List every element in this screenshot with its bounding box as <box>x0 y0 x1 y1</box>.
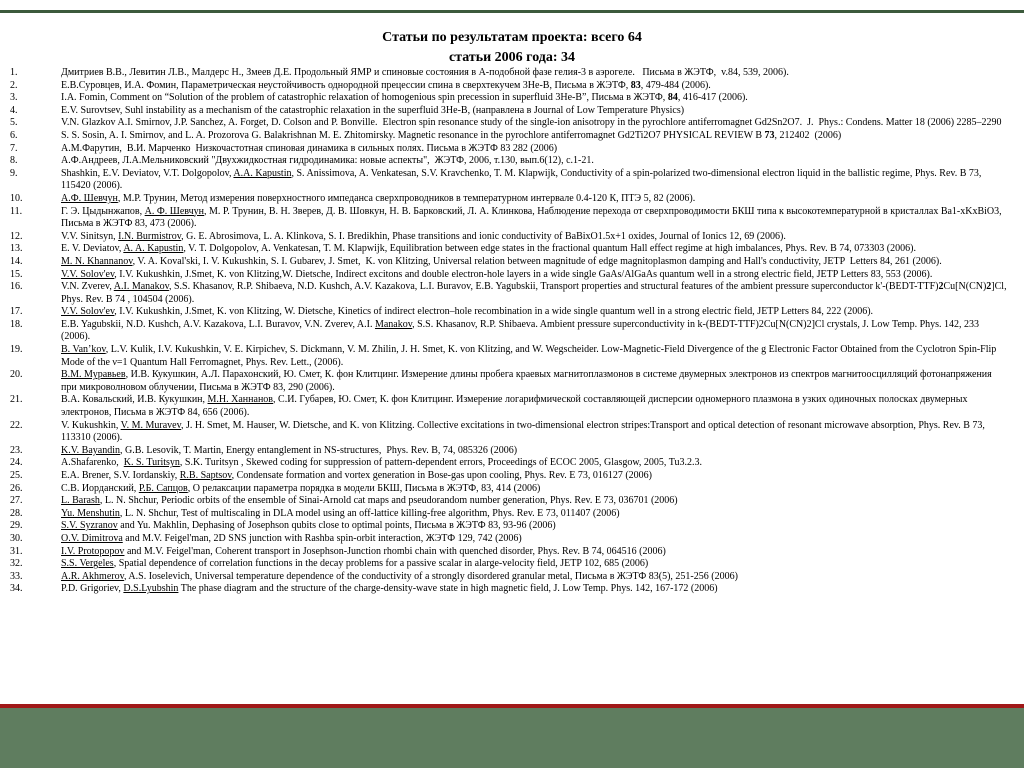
item-number: 27. <box>10 495 23 507</box>
item-citation <box>61 92 1009 105</box>
author-name: В.М. Муравьев <box>61 369 126 381</box>
citation-text: ]Cl, Phys. Rev. B 74 , 104504 (2006). <box>61 281 1010 305</box>
author-name: М.Н. Ханнанов <box>207 394 274 406</box>
citation-text: , I.V. Kukushkin, J.Smet, K. von Klitzing,W. Dietsche, Indirect excitons and double electron-hole layers in a wide single GaAs/AlGaAs quantum well in a strong electric field, JETP Letters 83, 553 (2006). <box>114 268 933 280</box>
list-item <box>0 546 1024 559</box>
author-name: V.V. Solov'ev <box>61 268 115 280</box>
item-number: 10. <box>10 192 23 204</box>
item-number: 14. <box>10 255 23 267</box>
citation-text: А.М.Фарутин, В.И. Марченко Низкочастотная спиновая динамика в сильных полях. Письма в ЖЭТФ 83 282 (2006) <box>61 142 558 154</box>
page-title <box>0 28 1024 68</box>
item-citation <box>61 168 1009 193</box>
citation-text: , 416-417 (2006). <box>677 92 748 104</box>
item-number: 30. <box>10 532 23 544</box>
author-name: K.V. Bayandin <box>61 444 120 456</box>
author-name: R.B. Saptsov <box>179 470 232 481</box>
author-name: I.V. Protopopov <box>61 545 125 557</box>
item-number: 3. <box>10 92 18 104</box>
citation-text: , A.S. Ioselevich, Universal temperature dependence of the conductivity of a strongly disordered granular metal, Письма в ЖЭТФ 83(5), 251-256 (2006) <box>123 570 738 582</box>
citation-text: S. S. Sosin, A. I. Smirnov, and L. A. Prozorova G. Balakrishnan M. E. Zhitomirsky. Magnetic resonance in the pyrochlore antiferromagnet Gd2Ti2O7 PHYSICAL REVIEW B <box>61 129 765 141</box>
item-citation <box>61 231 1009 244</box>
citation-text: and M.V. Feigel'man, 2D SNS junction with Rashba spin-orbit interaction, ЖЭТФ 129, 742 (2006) <box>122 532 522 544</box>
citation-text: , Spatial dependence of correlation functions in the decay problems for a passive scalar in alarge-velocity field, JETP 102, 685 (2006) <box>113 558 649 570</box>
author-name: S.V. Syzranov <box>61 520 118 532</box>
author-name: А. Ф. Шевчун <box>144 205 205 217</box>
citation-text: , О релаксации параметра порядка в модели БКШ, Письма в ЖЭТФ, 83, 414 (2006) <box>187 482 541 494</box>
item-citation <box>61 319 1009 344</box>
citation-text: Е.В.Суровцев, И.А. Фомин, Параметрическая неустойчивость однородной прецессии спина в сверхтекучем 3He-B, Письма в ЖЭТФ, <box>61 79 631 91</box>
item-citation <box>61 495 1009 508</box>
citation-text: E. V. Deviatov, <box>61 243 124 255</box>
list-item <box>0 483 1024 496</box>
list-item <box>0 344 1024 369</box>
author-name: M. N. Khannanov <box>61 255 133 267</box>
citation-text: V.N. Glazkov A.I. Smirnov, J.P. Sanchez, A. Forget, D. Colson and P. Bonville. Electron spin resonance study of the single-ion anisotropy in the pyrochlore antiferromagnet Gd2Sn2O7. J. Phys.: Condens. Matter 18 (2006) 2285–2290 <box>61 117 1002 129</box>
item-number: 23. <box>10 444 23 456</box>
author-name: A.R. Akhmerov <box>61 570 124 582</box>
item-citation <box>61 206 1009 231</box>
item-citation <box>61 243 1009 256</box>
citation-text: , И.В. Кукушкин, А.Л. Парахонский, Ю. Смет, К. фон Клитцинг. Измерение длины пробега краевых магнитоплазмонов в системе двумерных электронов из спектров магнитоосцилляций фотонапряжения при микроволновом облучении, Письма в ЖЭТФ 83, 290 (2006). <box>61 369 995 393</box>
item-number: 26. <box>10 482 23 494</box>
list-item <box>0 533 1024 546</box>
title-line-1: Статьи по результатам проекта: всего 64 <box>382 30 642 45</box>
item-number: 13. <box>10 243 23 255</box>
list-item <box>0 269 1024 282</box>
item-number: 6. <box>10 129 18 141</box>
list-item <box>0 155 1024 168</box>
list-item <box>0 206 1024 231</box>
title-line-2: статьи 2006 года: 34 <box>448 50 576 65</box>
item-number: 1. <box>10 67 18 78</box>
item-number: 21. <box>10 394 23 406</box>
author-name: V.V. Solov'ev <box>61 306 115 318</box>
list-item <box>0 256 1024 269</box>
volume-number: 73 <box>764 129 775 141</box>
item-citation <box>61 105 1009 118</box>
citation-text: А.Ф.Андреев, Л.А.Мельниковский "Двухжидкостная гидродинамика: новые аспекты", ЖЭТФ, 2006, т.130, вып.6(12), с.1-21. <box>61 155 594 167</box>
item-number: 25. <box>10 470 23 481</box>
item-citation <box>61 344 1009 369</box>
list-item <box>0 105 1024 118</box>
citation-text: E.A. Brener, S.V. Iordanskiy, <box>61 470 180 481</box>
volume-number: 2 <box>938 281 944 293</box>
citation-text: The phase diagram and the structure of the charge-density-wave state in high magnetic field, J. Low Temp. Phys. 142, 167-172 (2006) <box>178 583 718 595</box>
item-citation <box>61 67 1009 80</box>
list-item <box>0 281 1024 306</box>
author-name: S.S. Vergeles <box>61 558 114 570</box>
list-item <box>0 457 1024 470</box>
author-name: Manakov <box>374 318 413 330</box>
list-item <box>0 583 1024 596</box>
item-citation <box>61 483 1009 496</box>
item-citation <box>61 520 1009 533</box>
item-citation <box>61 420 1009 445</box>
author-name: V. M. Muravev <box>120 419 181 431</box>
list-item <box>0 558 1024 571</box>
citation-text: , V. A. Koval'ski, I. V. Kukushkin, S. I. Gubarev, J. Smet, K. von Klitzing, Universal relation between magnitude of edge magnitoplasmon damping and Hall's conductivity, JETP Letters 84, 261 (2006). <box>132 255 942 267</box>
item-citation <box>61 571 1009 584</box>
citation-text: , L.V. Kulik, I.V. Kukushkin, V. E. Kirpichev, S. Dickmann, V. M. Zhilin, J. H. Smet, K. von Klitzing, and W. Wegscheider. Low-Magnetic-Field Divergence of the g Electronic Factor Obtained from the Cyclotron Spin-Flip Mode of the ν=1 Quantum Hall Ferromagnet, Phys. Rev. Lett., (2006). <box>61 344 999 368</box>
citation-text: , V. T. Dolgopolov, A. Venkatesan, T. M. Klapwijk, Equilibration between edge states in the fractional quantum Hall effect regime at high imbalances, Phys. Rev. B 74, 073303 (2006). <box>183 243 916 255</box>
citation-text: E.V. Surovtsev, Suhl instability as a mechanism of the catastrophic relaxation in the superfluid 3He-B, (направлена в Journal of Low Temperature Physics) <box>61 104 685 116</box>
item-number: 17. <box>10 306 23 318</box>
author-name: O.V. Dimitrova <box>61 532 123 544</box>
item-citation <box>61 143 1009 156</box>
item-citation <box>61 269 1009 282</box>
item-citation <box>61 256 1009 269</box>
item-number: 33. <box>10 570 23 582</box>
item-number: 16. <box>10 281 23 293</box>
publication-list <box>0 67 1024 596</box>
author-name: Yu. Menshutin <box>61 507 120 519</box>
citation-text: , L. N. Shchur, Test of multiscaling in DLA model using an off-lattice killing-free algorithm, Phys. Rev. E 73, 011407 (2006) <box>119 507 620 519</box>
item-citation <box>61 369 1009 394</box>
item-number: 8. <box>10 155 18 167</box>
citation-text: A.Shafarenko, <box>61 457 124 469</box>
item-number: 24. <box>10 457 23 469</box>
header-divider <box>0 10 1024 13</box>
item-number: 7. <box>10 142 18 154</box>
item-number: 18. <box>10 318 23 330</box>
item-citation <box>61 470 1009 483</box>
author-name: Р.Б. Сапцов <box>138 482 188 494</box>
item-citation <box>61 445 1009 458</box>
item-citation <box>61 80 1009 93</box>
item-number: 5. <box>10 117 18 129</box>
citation-text: I.A. Fomin, Comment on “Solution of the problem of catastrophic relaxation of homogenious spin precession in superfluid 3He-B”, Письма в ЖЭТФ, <box>61 92 668 104</box>
author-name: I.N. Burmistrov <box>118 230 182 242</box>
item-number: 12. <box>10 230 23 242</box>
citation-text: V.N. Zverev, <box>61 281 114 293</box>
citation-text: , 212402 (2006) <box>774 129 842 141</box>
list-item <box>0 520 1024 533</box>
citation-text: , М. Р. Трунин, В. Н. Зверев, Д. В. Шовкун, Н. В. Барковский, Л. А. Клинкова, Наблюдение перехода от сверхпроводимости БКШ типа к высокотемпературной в кристаллах Ba1-xKxBiO3, Письма в ЖЭТФ 83, 473 (2006). <box>61 205 1005 230</box>
item-number: 9. <box>10 167 18 179</box>
list-item <box>0 231 1024 244</box>
author-name: L. Barash <box>61 495 100 507</box>
list-item <box>0 168 1024 193</box>
citation-text: , 479-484 (2006). <box>640 79 711 91</box>
volume-number: 83 <box>630 79 641 91</box>
citation-text: V. Kukushkin, <box>61 419 121 431</box>
item-number: 31. <box>10 545 23 557</box>
list-item <box>0 319 1024 344</box>
list-item <box>0 306 1024 319</box>
list-item <box>0 571 1024 584</box>
item-number: 20. <box>10 369 23 381</box>
item-number: 29. <box>10 520 23 532</box>
item-number: 34. <box>10 583 23 595</box>
list-item <box>0 80 1024 93</box>
list-item <box>0 143 1024 156</box>
list-item <box>0 470 1024 483</box>
citation-text: E.B. Yagubskii, N.D. Kushch, A.V. Kazakova, L.I. Buravov, V.N. Zverev, A.I. <box>61 318 375 330</box>
item-number: 11. <box>10 205 23 217</box>
item-number: 19. <box>10 344 23 356</box>
citation-text: , S.S. Khasanov, R.P. Shibaeva. Ambient pressure superconductivity in k-(BEDT-TTF)2Cu[N(CN)2]Cl crystals, J. Low Temp. Phys. 142, 233 (2006). <box>61 318 982 343</box>
author-name: A.A. Kapustin <box>233 167 292 179</box>
citation-text: and Yu. Makhlin, Dephasing of Josephson qubits close to optimal points, Письма в ЖЭТФ 83, 93-96 (2006) <box>117 520 556 532</box>
item-number: 22. <box>10 419 23 431</box>
item-number: 4. <box>10 104 18 116</box>
citation-text: , L. N. Shchur, Periodic orbits of the ensemble of Sinai-Arnold cat maps and pseudorandom number generation, Phys. Rev. E 73, 036701 (2006) <box>99 495 678 507</box>
citation-text: , М.Р. Трунин, Метод измерения поверхностного импеданса сверхпроводников в температурном интервале 0.4-120 К, ПТЭ 5, 82 (2006). <box>117 192 696 204</box>
list-item <box>0 130 1024 143</box>
author-name: D.S.Lyubshin <box>123 583 179 595</box>
citation-text: Г. Э. Цыдынжапов, <box>61 205 145 217</box>
list-item <box>0 67 1024 80</box>
citation-text: В.А. Ковальский, И.В. Кукушкин, <box>61 394 208 406</box>
citation-text: and M.V. Feigel'man, Coherent transport in Josephson-Junction rhombi chain with quenched disorder, Phys. Rev. B 74, 064516 (2006) <box>124 545 666 557</box>
citation-text: , I.V. Kukushkin, J.Smet, K. von Klitzing, W. Dietsche, Kinetics of indirect electron–hole recombination in a wide single quantum well in a strong electric field, JETP Letters 84, 222 (2006). <box>114 306 874 318</box>
item-citation <box>61 508 1009 521</box>
list-item <box>0 243 1024 256</box>
author-name: А.Ф. Шевчун <box>61 192 118 204</box>
citation-text: , J. H. Smet, M. Hauser, W. Dietsche, and K. von Klitzing. Collective excitations in two-dimensional electron stripes:Transport and optical detection of resonant microwave absorption, Phys. Rev. B 73, 113310 (2006). <box>61 419 988 444</box>
author-name: B. Van’kov <box>61 344 106 356</box>
item-citation <box>61 546 1009 559</box>
citation-text: , G.B. Lesovik, T. Martin, Energy entanglement in NS-structures, Phys. Rev. B, 74, 085326 (2006) <box>119 444 518 456</box>
item-citation <box>61 558 1009 571</box>
item-citation <box>61 193 1009 206</box>
list-item <box>0 508 1024 521</box>
item-citation <box>61 130 1009 143</box>
list-item <box>0 420 1024 445</box>
author-name: A.I. Manakov <box>113 281 169 293</box>
volume-number: 2 <box>986 281 992 293</box>
citation-text: С.В. Иорданский, <box>61 482 139 494</box>
list-item <box>0 445 1024 458</box>
citation-text: , С.И. Губарев, Ю. Смет, К. фон Клитцинг. Измерение логарифмической составляющей дисперсии одномерного плазмона в узких одиночных полосках двумерных электронов, Письма в ЖЭТФ 84, 656 (2006). <box>61 394 970 419</box>
author-name: A. A. Kapustin <box>123 243 184 255</box>
item-citation <box>61 394 1009 419</box>
item-citation <box>61 583 1009 596</box>
citation-text: Дмитриев В.В., Левитин Л.В., Малдерс Н., Змеев Д.Е. Продольный ЯМР и спиновые состояния в A-подобной фазе гелия-3 в аэрогеле. Письма в ЖЭТФ, v.84, 539, 2006). <box>61 67 789 78</box>
item-number: 32. <box>10 558 23 570</box>
citation-text: , Condensate formation and vortex generation in Bose-gas upon cooling, Phys. Rev. E 73, 016127 (2006) <box>231 470 653 481</box>
list-item <box>0 394 1024 419</box>
item-citation <box>61 457 1009 470</box>
item-citation <box>61 281 1009 306</box>
citation-text: , S.K. Turitsyn , Skewed coding for suppression of pattern-dependent errors, Proceedings of ECOC 2005, Glasgow, 2005, Tu3.2.3. <box>179 457 702 469</box>
item-number: 28. <box>10 507 23 519</box>
citation-text: V.V. Sinitsyn, <box>61 230 119 242</box>
item-citation <box>61 533 1009 546</box>
footer-divider <box>0 704 1024 708</box>
citation-text: , S. Anissimova, A. Venkatesan, S.V. Kravchenko, T. M. Klapwijk, Conductivity of a spin-polarized two-dimensional electron liquid in the ballistic regime, Phys. Rev. B 73, 115420 (2006). <box>61 167 984 192</box>
item-number: 15. <box>10 268 23 280</box>
volume-number: 84 <box>667 92 678 104</box>
item-citation <box>61 306 1009 319</box>
list-item <box>0 369 1024 394</box>
citation-text: , G. E. Abrosimova, L. A. Klinkova, S. I. Bredikhin, Phase transitions and ionic conductivity of BaBixO1.5x+1 oxides, Journal of Ionics 12, 69 (2006). <box>181 230 786 242</box>
citation-text: , S.S. Khasanov, R.P. Shibaeva, N.D. Kushch, A.V. Kazakova, L.I. Buravov, E.B. Yagubskii, Transport properties and structural features of the ambient pressure superconductor k'-(BEDT-TTF) <box>168 281 939 293</box>
citation-text: Shashkin, E.V. Deviatov, V.T. Dolgopolov, <box>61 167 234 179</box>
list-item <box>0 495 1024 508</box>
item-citation <box>61 117 1009 130</box>
list-item <box>0 92 1024 105</box>
item-citation <box>61 155 1009 168</box>
citation-text: P.D. Grigoriev, <box>61 583 124 595</box>
author-name: K. S. Turitsyn <box>123 457 180 469</box>
list-item <box>0 117 1024 130</box>
list-item <box>0 193 1024 206</box>
citation-text: Cu[N(CN) <box>943 281 987 293</box>
item-number: 2. <box>10 79 18 91</box>
